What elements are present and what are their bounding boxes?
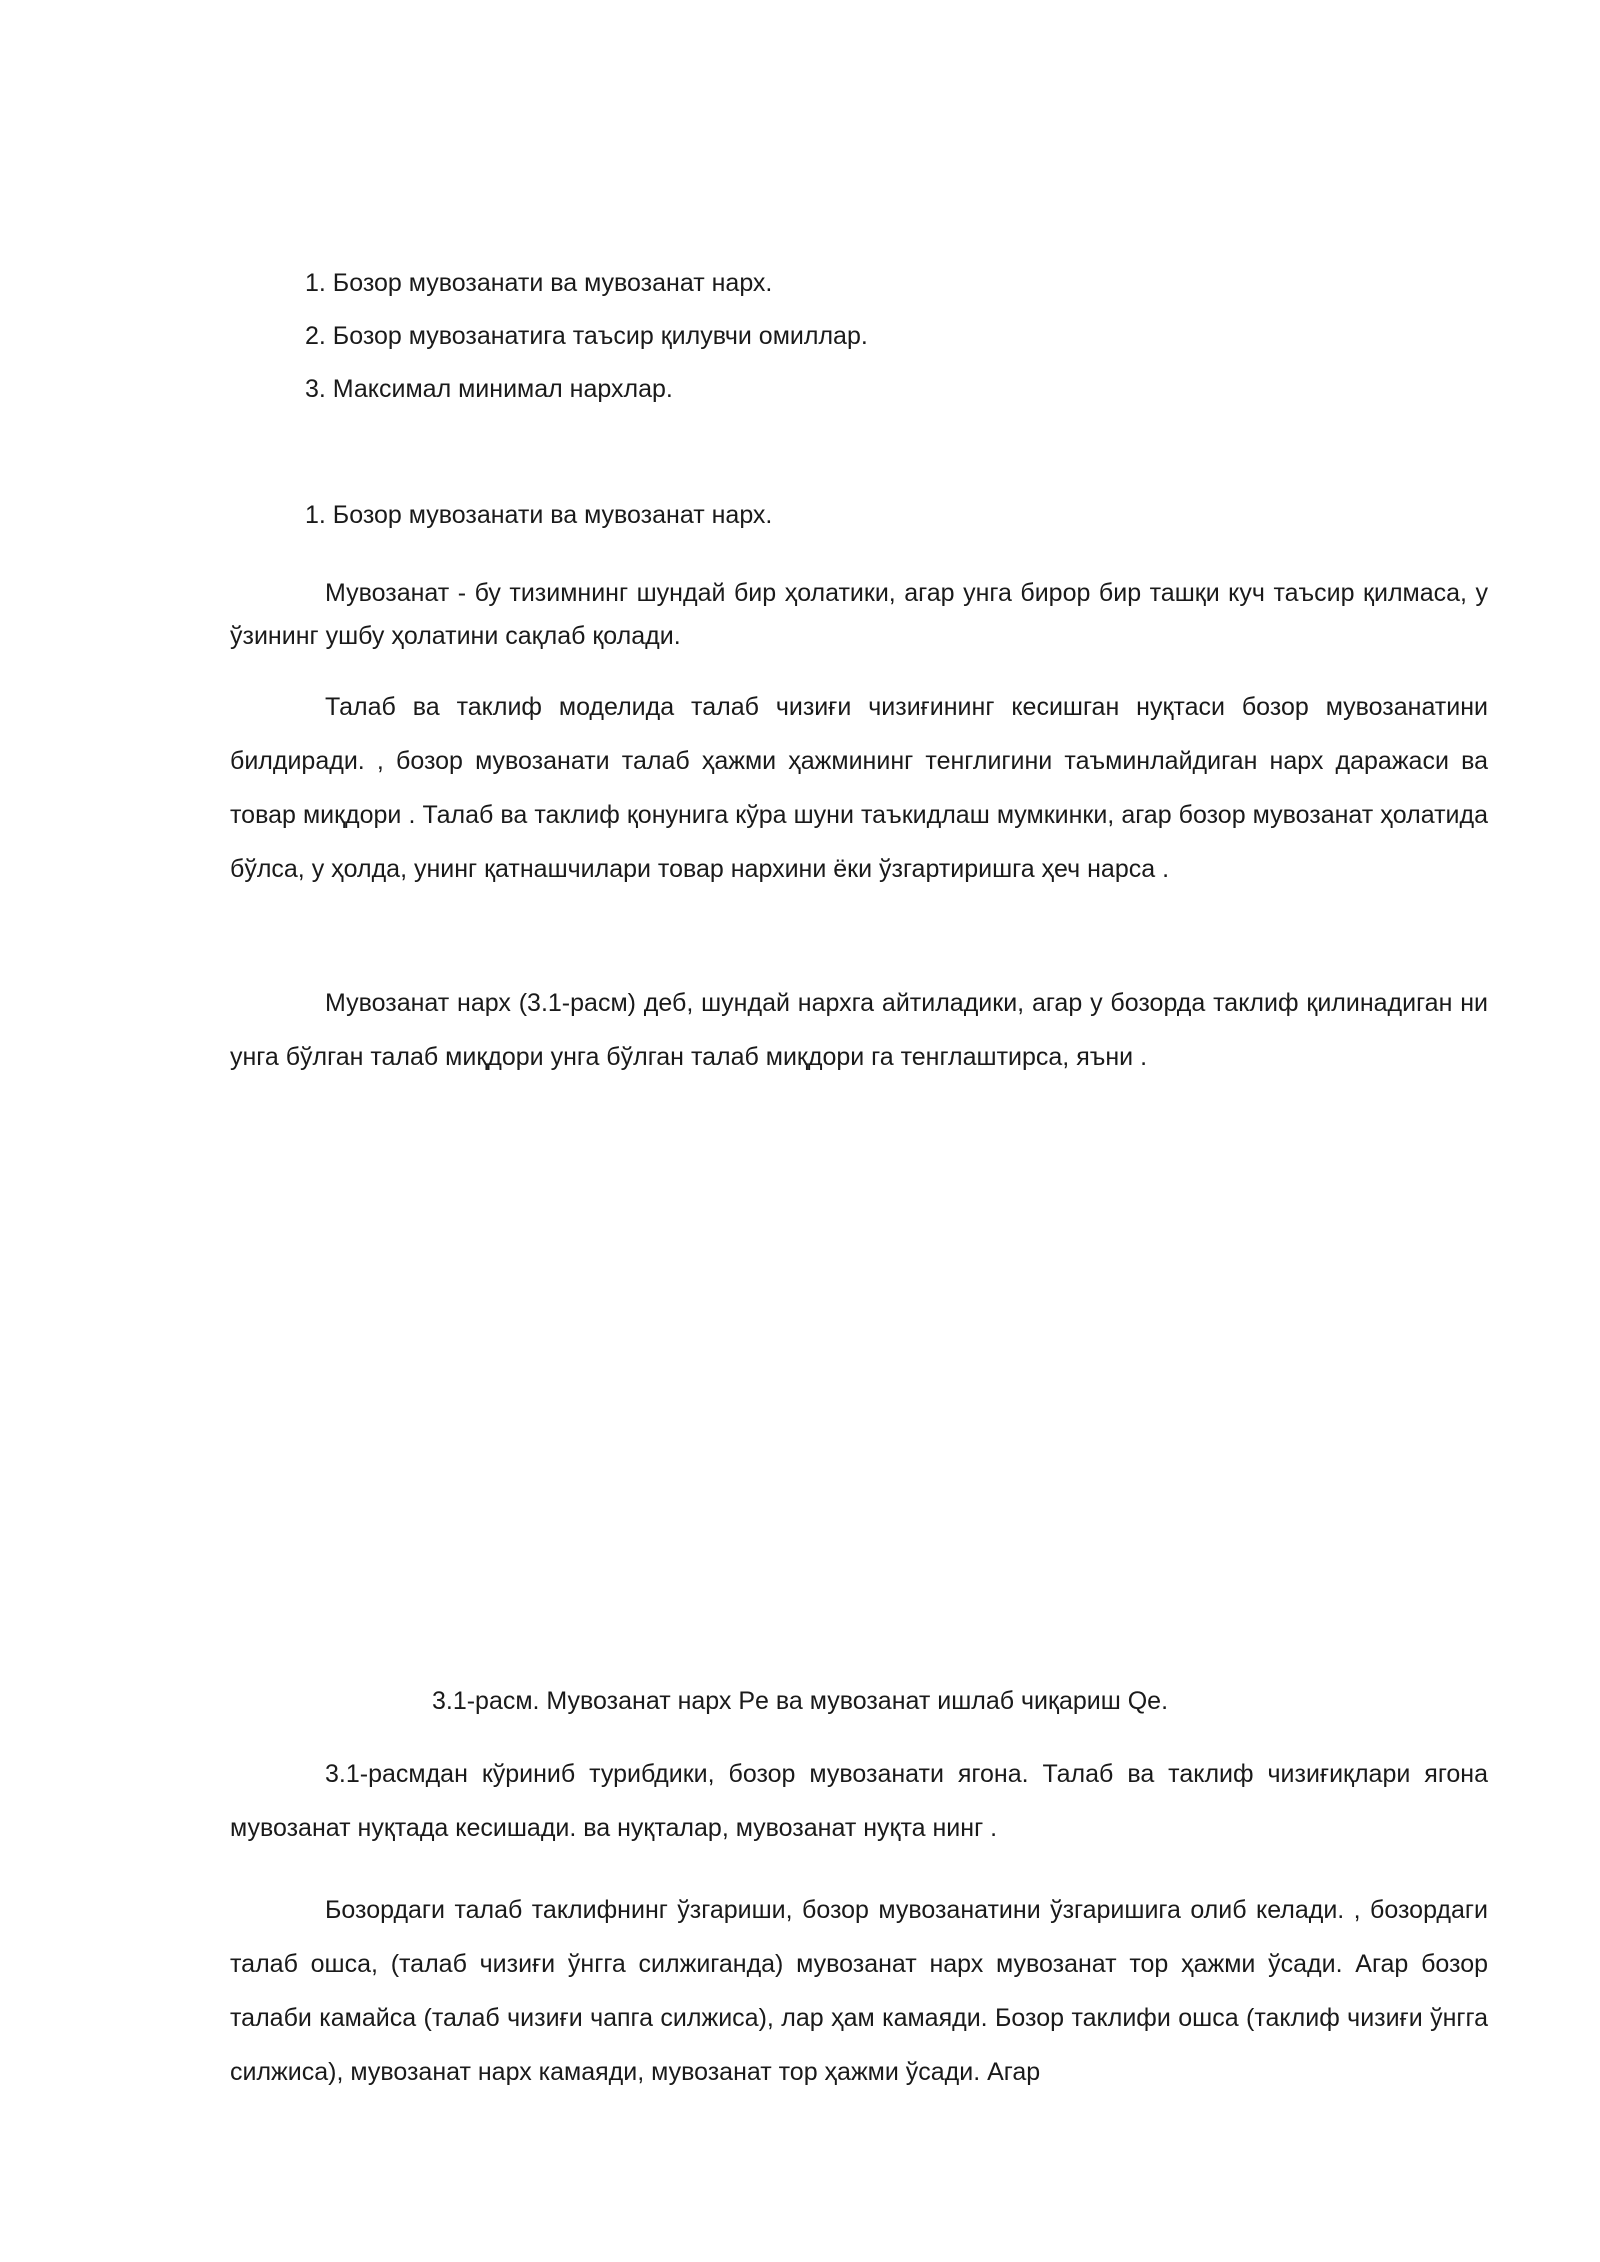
paragraph-market-changes: Бозордаги талаб таклифнинг ўзгариши, бозор мувозанатини ўзгаришига олиб келади. , бозордаги талаб ошса, (талаб чизиғи ўнгга силжиганда) мувозанат нарх мувозанат тор ҳажми ўсади. Агар бозор талаби камайса (талаб чизиғи чапга силжиса), лар ҳам камаяди. Бозор таклифи ошса (таклиф чизиғи ўнгга силжиса), мувозанат нарх камаяди, мувозанат тор ҳажми ўсади. Агар [230,1896,1488,2086]
paragraph-figure-explanation: 3.1-расмдан кўриниб турибдики, бозор мувозанати ягона. Талаб ва таклиф чизиғиқлари ягона мувозанат нуқтада кесишади. ва нуқталар, мувозанат нуқта нинг . [230,1760,1488,1842]
section-heading: 1. Бозор мувозанати ва мувозанат нарх. [305,501,773,529]
topics-list [305,265,868,424]
figure-caption: 3.1-расм. Мувозанат нарх Pe ва мувозанат ишлаб чиқариш Qe. [431,1687,1169,1715]
topic-item-2: 2. Бозор мувозанатига таъсир қилувчи омиллар. [305,322,868,350]
paragraph-equilibrium-price: Мувозанат нарх (3.1-расм) деб, шундай нархга айтиладики, агар у бозорда таклиф қилинадиган ни унга бўлган талаб миқдори унга бўлган талаб миқдори га тенглаштирса, яъни . [230,989,1488,1071]
paragraph-equilibrium-definition: Мувозанат - бу тизимнинг шундай бир ҳолатики, агар унга бирор бир ташқи куч таъсир қилмаса, у ўзининг ушбу ҳолатини сақлаб қолади. [230,579,1488,650]
topic-item-3: 3. Максимал минимал нархлар. [305,375,673,403]
paragraph-supply-demand-model: Талаб ва таклиф моделида талаб чизиғи чизиғининг кесишган нуқтаси бозор мувозанатини билдиради. , бозор мувозанати талаб ҳажми ҳажмининг тенглигини таъминлайдиган нарх даражаси ва товар миқдори . Талаб ва таклиф қонунига кўра шуни таъкидлаш мумкинки, агар бозор мувозанат ҳолатида бўлса, у ҳолда, унинг қатнашчилари товар нархини ёки ўзгартиришга ҳеч нарса . [230,693,1488,883]
figure-placeholder [230,1100,1488,1660]
topic-item-1: 1. Бозор мувозанати ва мувозанат нарх. [305,269,773,297]
